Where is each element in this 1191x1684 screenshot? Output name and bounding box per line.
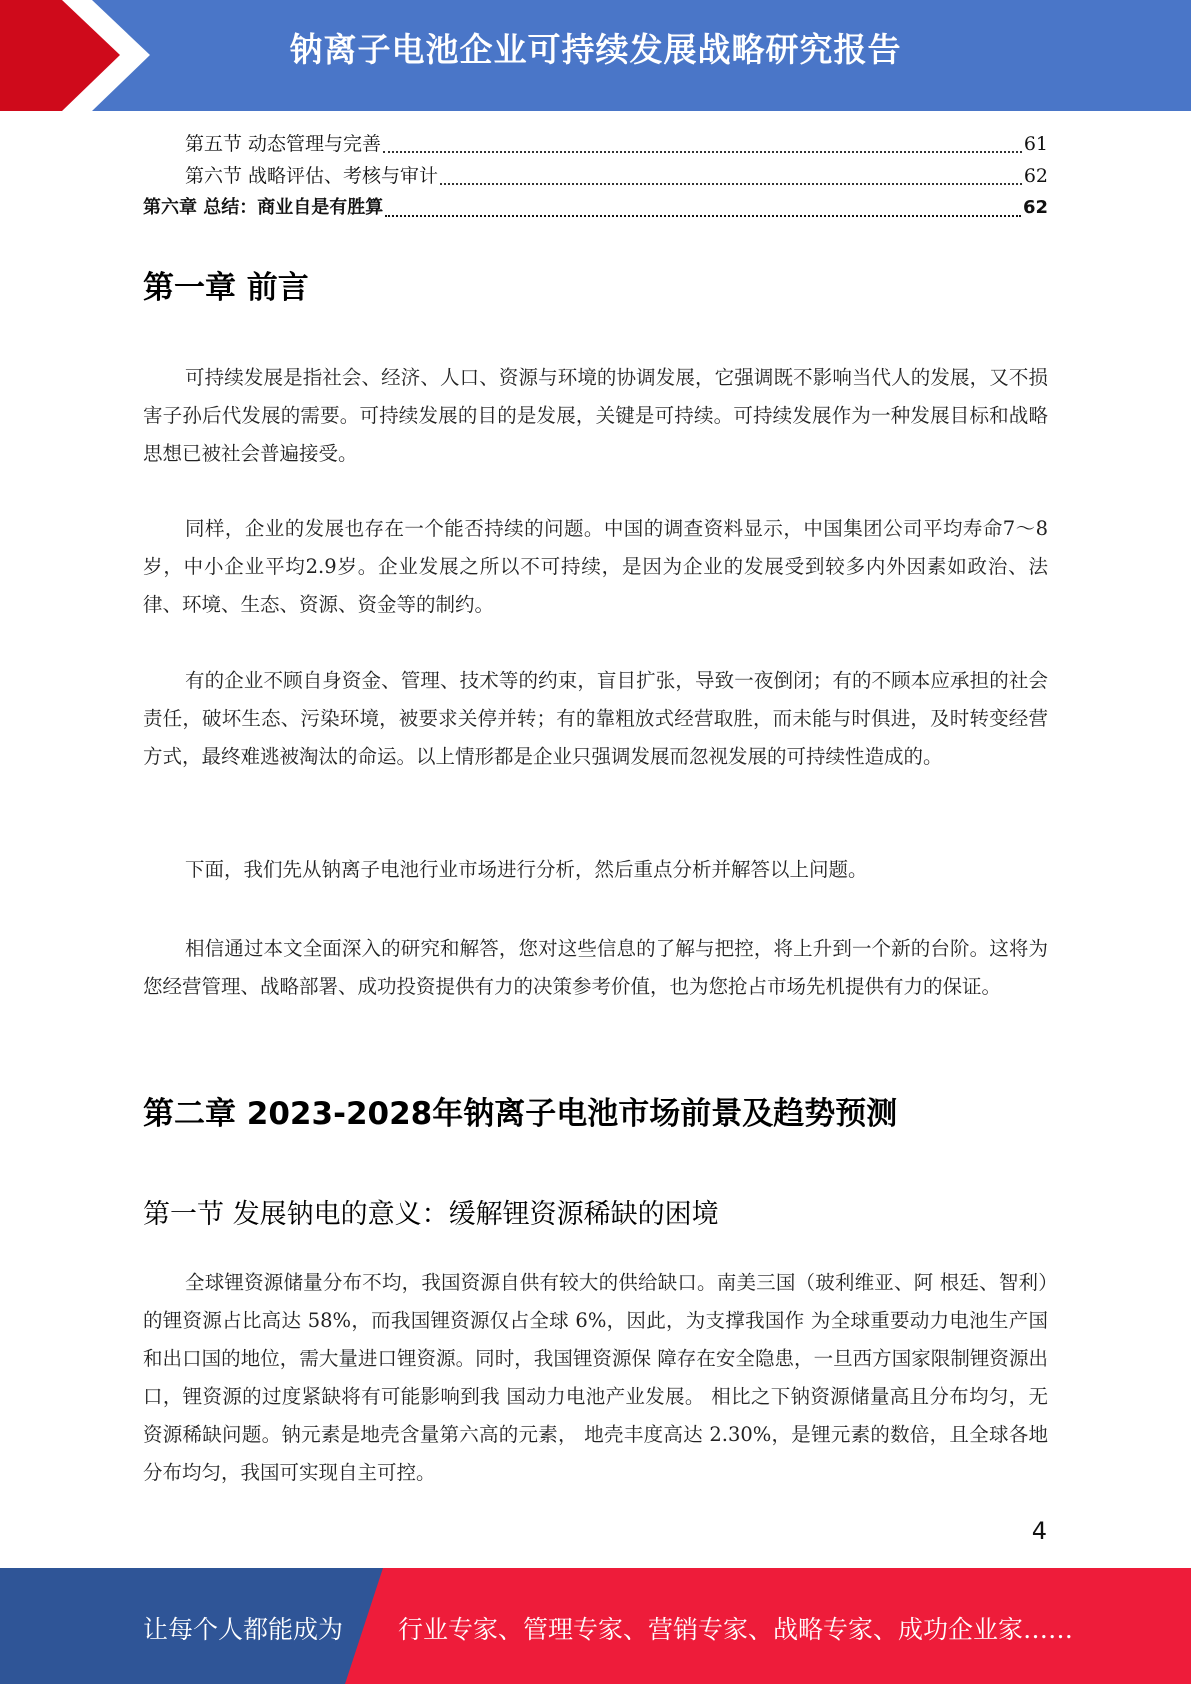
toc-entry[interactable] [143, 128, 1048, 160]
footer-slogan-right: 行业专家、管理专家、营销专家、战略专家、成功企业家…… [398, 1615, 1074, 1644]
page-number: 4 [1031, 1517, 1047, 1545]
footer-banner [0, 1568, 1191, 1684]
chapter-heading: 第二章 2023-2028年钠离子电池市场前景及趋势预测 [143, 1096, 898, 1132]
footer-slogan-left: 让每个人都能成为 [143, 1615, 344, 1644]
section-heading: 第一节 发展钠电的意义：缓解锂资源稀缺的困境 [143, 1199, 719, 1230]
toc-entry-page: 62 [1022, 197, 1048, 218]
toc-entry-label: 第六节 战略评估、考核与审计 [185, 165, 439, 187]
table-of-contents [143, 128, 1048, 224]
toc-leader-dots [383, 151, 1022, 153]
toc-entry[interactable] [143, 160, 1048, 192]
paragraph: 下面，我们先从钠离子电池行业市场进行分析，然后重点分析并解答以上问题。 [185, 858, 868, 881]
toc-entry-label: 第五节 动态管理与完善 [185, 133, 382, 155]
toc-leader-dots [440, 183, 1022, 185]
report-title: 钠离子电池企业可持续发展战略研究报告 [289, 30, 902, 69]
paragraph: 有的企业不顾自身资金、管理、技术等的约束，盲目扩张，导致一夜倒闭；有的不顾本应承担的社会责任，破坏生态、污染环境，被要求关停并转；有的靠粗放式经营取胜，而未能与时俱进，及时转变经营方式，最终难逃被淘汰的命运。以上情形都是企业只强调发展而忽视发展的可持续性造成的。 [143, 669, 1048, 768]
paragraph: 相信通过本文全面深入的研究和解答，您对这些信息的了解与把控，将上升到一个新的台阶。这将为您经营管理、战略部署、成功投资提供有力的决策参考价值，也为您抢占市场先机提供有力的保证。 [143, 937, 1048, 998]
chapter-heading: 第一章 前言 [143, 270, 309, 306]
paragraph: 全球锂资源储量分布不均，我国资源自供有较大的供给缺口。南美三国（玻利维亚、阿 根廷、智利）的锂资源占比高达 58%，而我国锂资源仅占全球 6%，因此，为支撑我国作 为全球重要动力电池生产国和出口国的地位，需大量进口锂资源。同时，我国锂资源保 障存在安全隐患，一旦西方国家限制锂资源出口，锂资源的过度紧缺将有可能影响到我 国动力电池产业发展。 相比之下钠资源储量高且分布均匀，无资源稀缺问题。钠元素是地壳含量第六高的元素， 地壳丰度高达 2.30%，是锂元素的数倍，且全球各地分布均匀，我国可实现自主可控。 [143, 1271, 1048, 1484]
toc-leader-dots [385, 215, 1021, 217]
header-banner [0, 0, 1191, 111]
paragraph: 可持续发展是指社会、经济、人口、资源与环境的协调发展，它强调既不影响当代人的发展，又不损害子孙后代发展的需要。可持续发展的目的是发展，关键是可持续。可持续发展作为一种发展目标和战略思想已被社会普遍接受。 [143, 366, 1048, 465]
toc-entry-page: 61 [1023, 133, 1048, 155]
toc-entry-page: 62 [1023, 165, 1048, 187]
toc-entry-label: 第六章 总结：商业自是有胜算 [143, 197, 384, 218]
toc-entry[interactable] [143, 192, 1048, 224]
paragraph: 同样，企业的发展也存在一个能否持续的问题。中国的调查资料显示，中国集团公司平均寿命7～8岁，中小企业平均2.9岁。企业发展之所以不可持续，是因为企业的发展受到较多内外因素如政治、法律、环境、生态、资源、资金等的制约。 [143, 517, 1048, 616]
